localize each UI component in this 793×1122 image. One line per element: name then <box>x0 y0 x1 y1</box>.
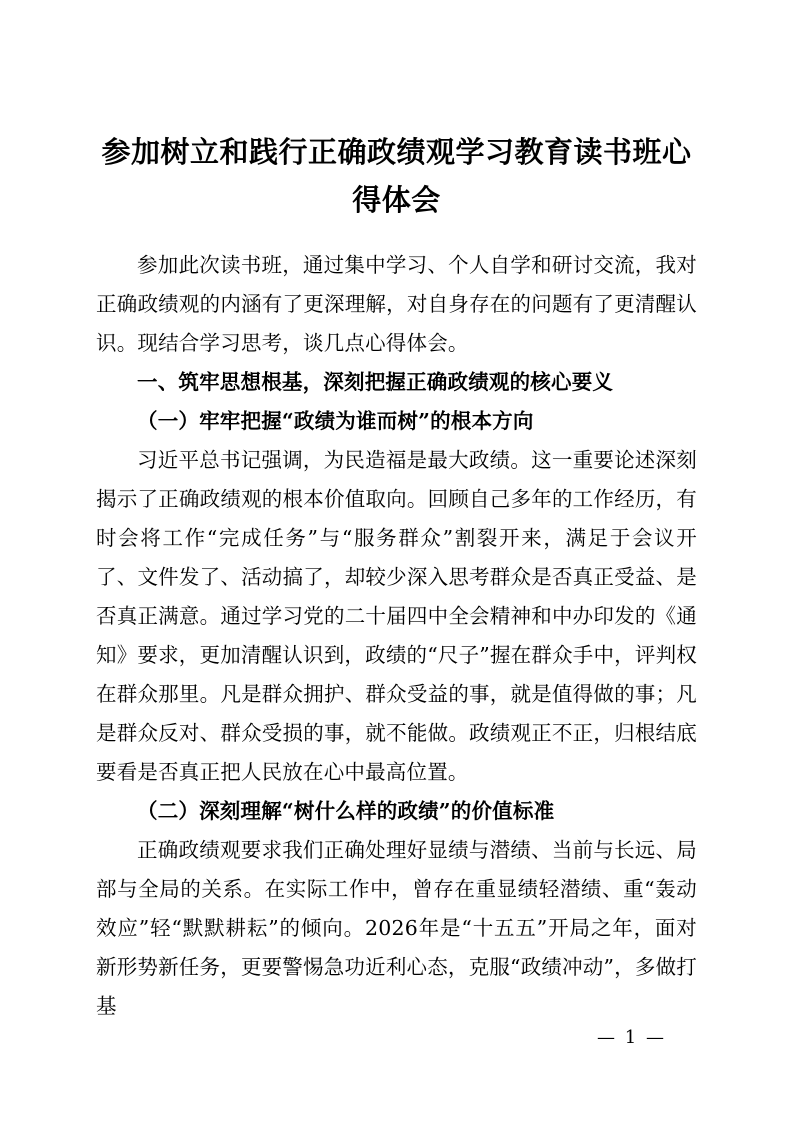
page-title: 参加树立和践行正确政绩观学习教育读书班心得体会 <box>101 135 692 217</box>
paragraph-2: 正确政绩观要求我们正确处理好显绩与潜绩、当前与长远、局部与全局的关系。在实际工作中，曾存在重显绩轻潜绩、重“轰动效应”轻“默默耕耘”的倾向。2026年是“十五五”开局之年，面对新形势新任务，更要警惕急功近利心态，克服“政绩冲动”，多做打基 <box>96 838 697 1018</box>
page-number: — 1 — <box>597 1027 666 1048</box>
paragraph-intro: 参加此次读书班，通过集中学习、个人自学和研讨交流，我对正确政绩观的内涵有了更深理解，对自身存在的问题有了更清醒认识。现结合学习思考，谈几点心得体会。 <box>96 253 697 355</box>
paragraph-1: 习近平总书记强调，为民造福是最大政绩。这一重要论述深刻揭示了正确政绩观的根本价值取向。回顾自己多年的工作经历，有时会将工作“完成任务”与“服务群众”割裂开来，满足于会议开了、文件发了、活动搞了，却较少深入思考群众是否真正受益、是否真正满意。通过学习党的二十届四中全会精神和中办印发的《通知》要求，更加清醒认识到，政绩的“尺子”握在群众手中，评判权在群众那里。凡是群众拥护、群众受益的事，就是值得做的事；凡是群众反对、群众受损的事，就不能做。政绩观正不正，归根结底要看是否真正把人民放在心中最高位置。 <box>96 448 697 784</box>
subsection-heading-1: （一）牢牢把握“政绩为谁而树”的根本方向 <box>137 409 534 433</box>
subsection-heading-2: （二）深刻理解“树什么样的政绩”的价值标准 <box>137 799 555 823</box>
section-heading-1: 一、筑牢思想根基，深刻把握正确政绩观的核心要义 <box>137 370 614 394</box>
